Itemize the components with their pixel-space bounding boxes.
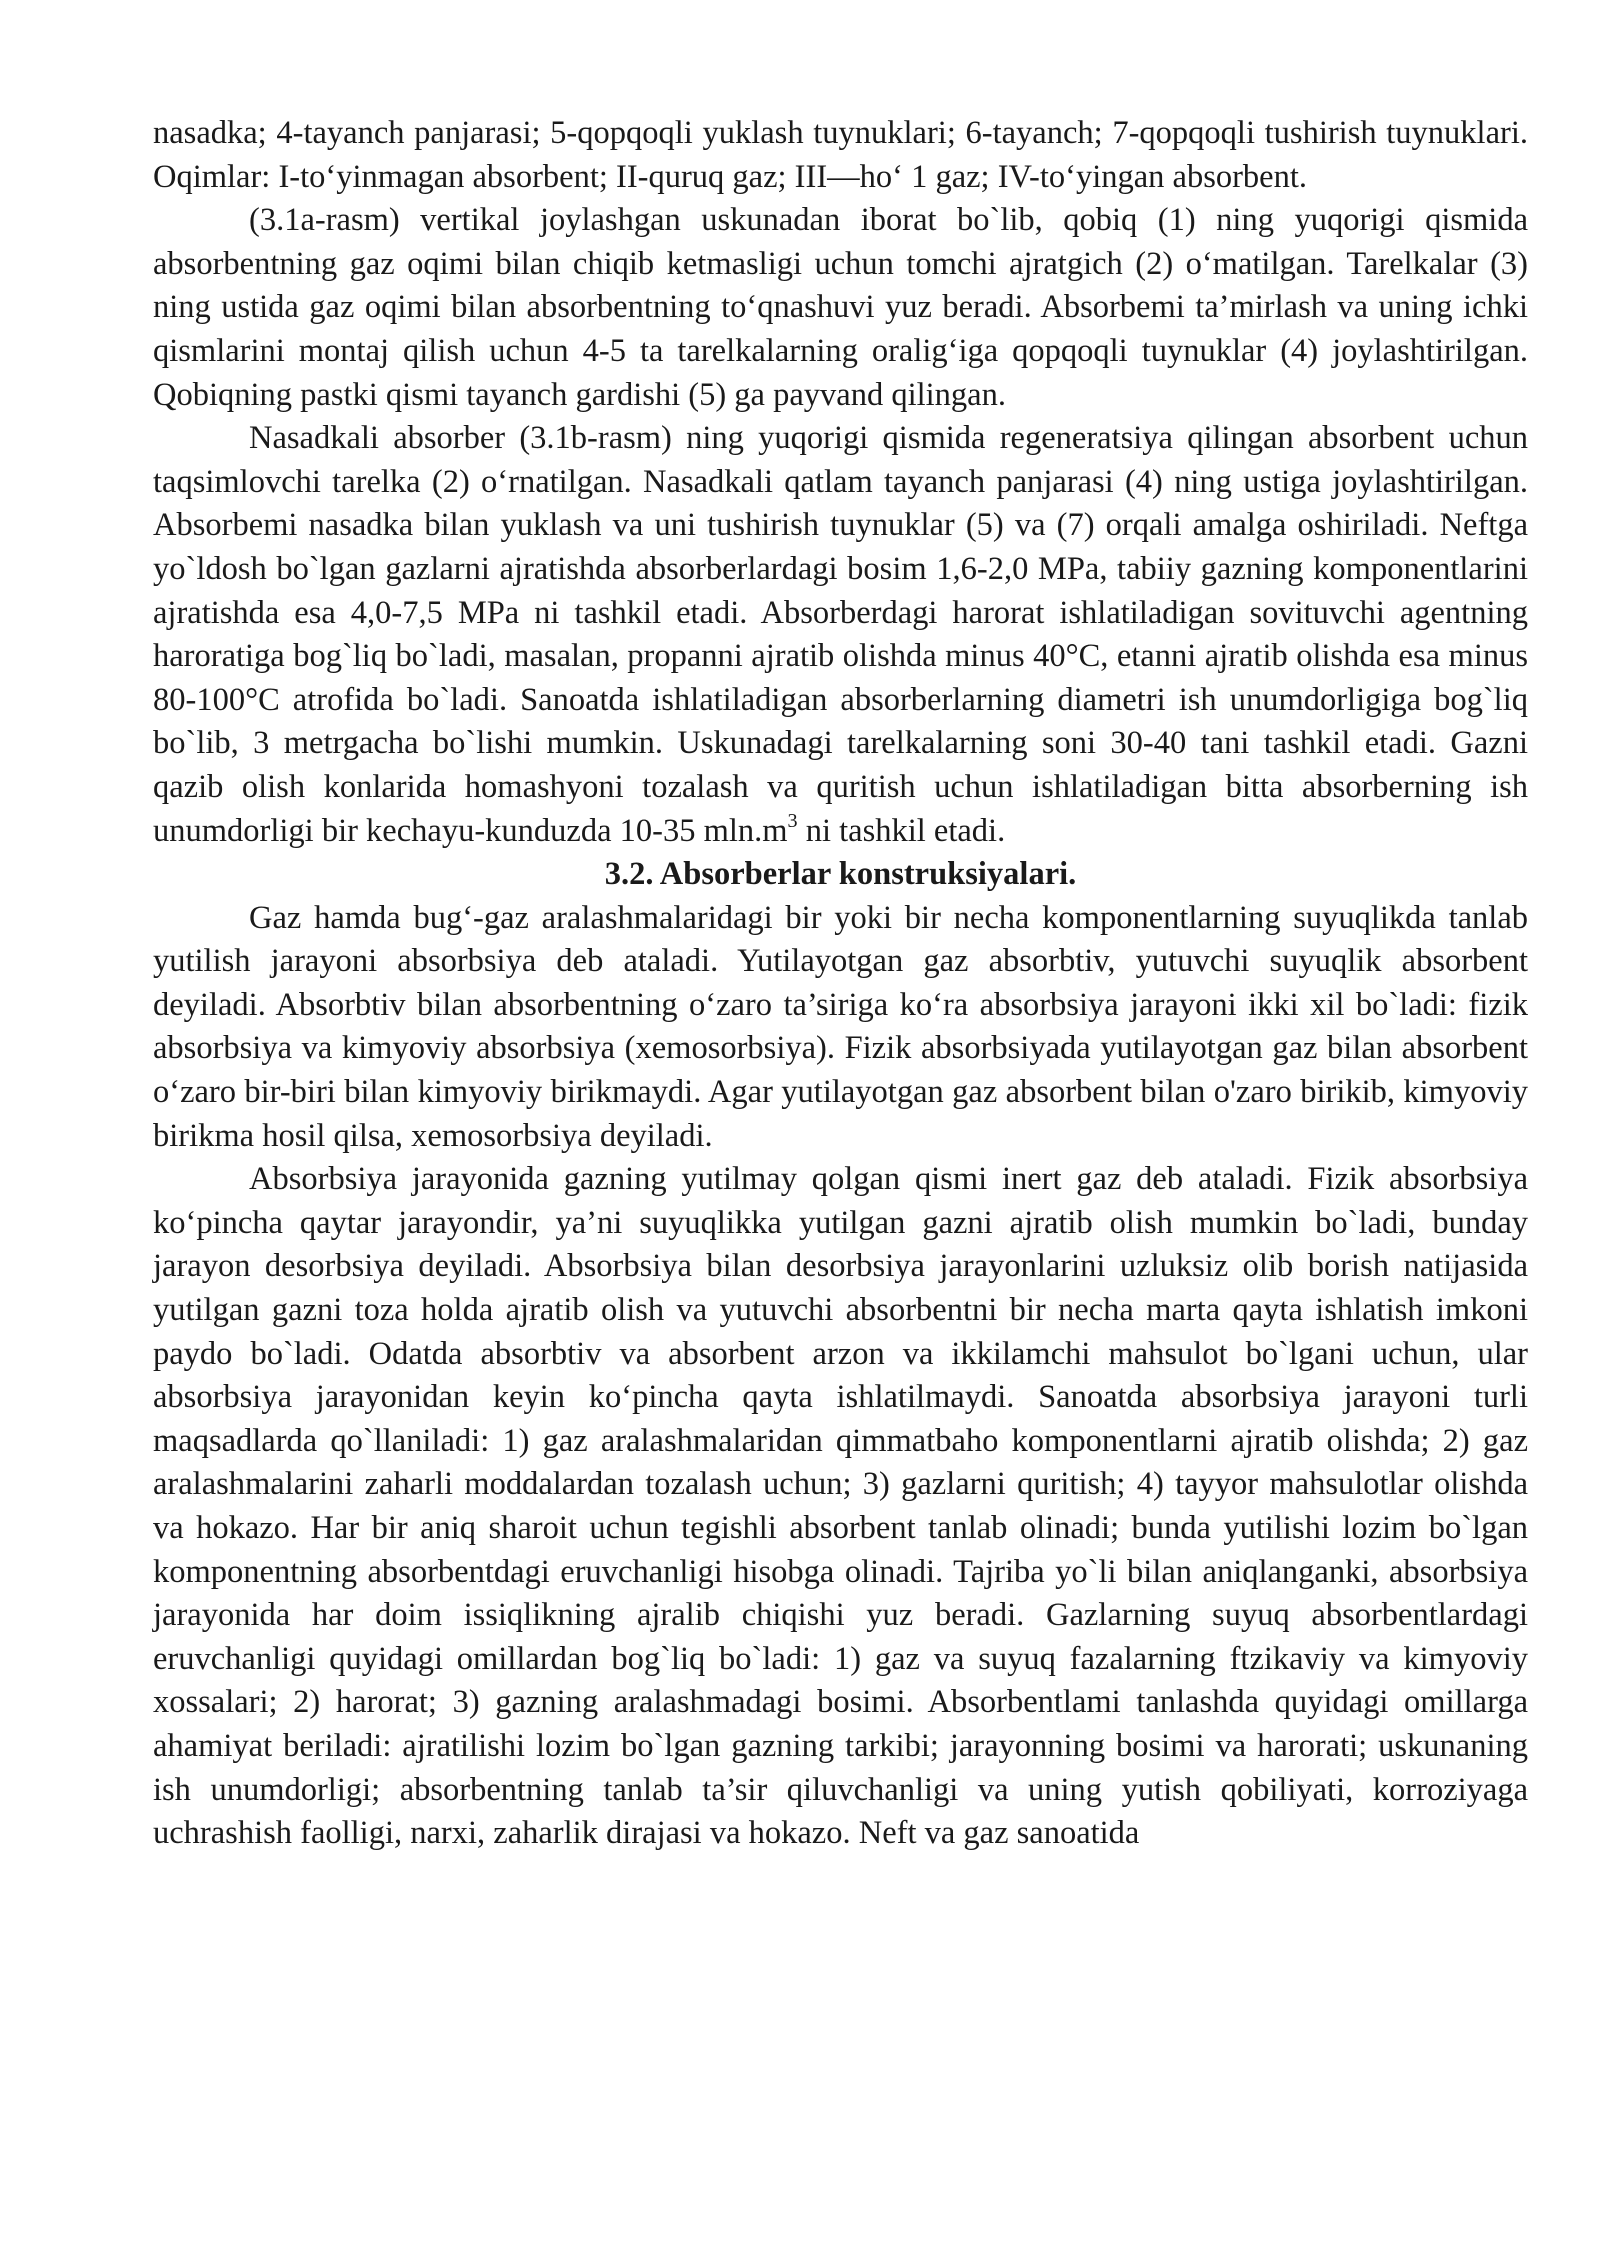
paragraph-inert-gas: Absorbsiya jarayonida gazning yutilmay qolgan qismi inert gaz deb ataladi. Fizik absorbsiya ko‘pincha qaytar jarayondir, ya’ni suyuqlikka yutilgan gazni ajratib olish mumkin bo`ladi, bunday jarayon desorbsiya deyiladi. Absorbsiya bilan desorbsiya jarayonlarini uzluksiz olib borish natijasida yutilgan gazni toza holda ajratib olish va yutuvchi absorbentni bir necha marta qayta ishlatish imkoni paydo bo`ladi. Odatda absorbtiv va absorbent arzon va ikkilamchi mahsulot bo`lgani uchun, ular absorbsiya jarayonidan keyin ko‘pincha qayta ishlatilmaydi. Sanoatda absorbsiya jarayoni turli maqsadlarda qo`llaniladi: 1) gaz aralashmalaridan qimmatbaho komponentlarni ajratib olishda; 2) gaz aralashmalarini zaharli moddalardan tozalash uchun; 3) gazlarni quritish; 4) tayyor mahsulotlar olishda va hokazo. Har bir aniq sharoit uchun tegishli absorbent tanlab olinadi; bunda yutilishi lozim bo`lgan komponentning absorbentdagi eruvchanligi hisobga olinadi. Tajriba yo`li bilan aniqlanganki, absorbsiya jarayonida har doim issiqlikning ajralib chiqishi yuz beradi. Gazlarning suyuq absorbentlardagi eruvchanligi quyidagi omillardan bog`liq bo`ladi: 1) gaz va suyuq fazalarning ftzikaviy va kimyoviy xossalari; 2) harorat; 3) gazning aralashmadagi bosimi. Absorbentlami tanlashda quyidagi omillarga ahamiyat beriladi: ajratilishi lozim bo`lgan gazning tarkibi; jarayonning bosimi va harorati; uskunaning ish unumdorligi; absorbentning tanlab ta’sir qiluvchanligi va uning yutish qobiliyati, korroziyaga uchrashish faolligi, narxi, zaharlik dirajasi va hokazo. Neft va gaz sanoatida xyxy=(153,1161,1528,1852)
paragraph-absorption-definition: Gaz hamda bug‘-gaz aralashmalaridagi bir yoki bir necha komponentlarning suyuqlikda tanlab yutilish jarayoni absorbsiya deb ataladi. Yutilayotgan gaz absorbtiv, yutuvchi suyuqlik absorbent deyiladi. Absorbtiv bilan absorbentning o‘zaro ta’siriga ko‘ra absorbsiya jarayoni ikki xil bo`ladi: fizik absorbsiya va kimyoviy absorbsiya (xemosorbsiya). Fizik absorbsiyada yutilayotgan gaz bilan absorbent o‘zaro bir-biri bilan kimyoviy birikmaydi. Agar yutilayotgan gaz absorbent bilan o'zaro birikib, kimyoviy birikma hosil qilsa, xemosorbsiya deyiladi. xyxy=(153,899,1528,1154)
paragraph-plate-absorber: (3.1a-rasm) vertikal joylashgan uskunadan iborat bo`lib, qobiq (1) ning yuqorigi qismida absorbentning gaz oqimi bilan chiqib ketmasligi uchun tomchi ajratgich (2) o‘matilgan. Tarelkalar (3) ning ustida gaz oqimi bilan absorbentning to‘qnashuvi yuz beradi. Absorbemi ta’mirlash va uning ichki qismlarini montaj qilish uchun 4-5 ta tarelkalarning oralig‘iga qopqoqli tuynuklar (4) joylashtirilgan. Qobiqning pastki qismi tayanch gardishi (5) ga payvand qilingan. xyxy=(153,202,1528,413)
paragraph-packed-absorber-text: Nasadkali absorber (3.1b-rasm) ning yuqorigi qismida regeneratsiya qilingan absorbent uchun taqsimlovchi tarelka (2) o‘rnatilgan. Nasadkali qatlam tayanch panjarasi (4) ning ustiga joylashtirilgan. Absorbemi nasadka bilan yuklash va uni tushirish tuynuklar (5) va (7) orqali amalga oshiriladi. Neftga yo`ldosh bo`lgan gazlarni ajratishda absorberlardagi bosim 1,6-2,0 MPa, tabiiy gazning komponentlarini ajratishda esa 4,0-7,5 MPa ni tashkil etadi. Absorberdagi harorat ishlatiladigan sovituvchi agentning haroratiga bog`liq bo`ladi, masalan, propanni ajratib olishda minus 40°C, etanni ajratib olishda esa minus 80-100°C atrofida bo`ladi. Sanoatda ishlatiladigan absorberlarning diametri ish unumdorligiga bog`liq bo`lib, 3 metrgacha bo`lishi mumkin. Uskunadagi tarelkalarning soni 30-40 tani tashkil etadi. Gazni qazib olish konlarida homashyoni tozalash va quritish uchun ishlatiladigan bitta absorberning ish unumdorligi bir kechayu-kunduzda 10-35 mln.m xyxy=(153,420,1528,849)
section-heading: 3.2. Absorberlar konstruksiyalari. xyxy=(604,856,1077,893)
paragraph-packed-absorber xyxy=(153,417,1528,853)
superscript-cubic: 3 xyxy=(787,809,798,832)
paragraph-figure-legend: nasadka; 4-tayanch panjarasi; 5-qopqoqli yuklash tuynuklari; 6-tayanch; 7-qopqoqli tushirish tuynuklari. Oqimlar: I-to‘yinmagan absorbent; II-quruq gaz; III—ho‘ 1 gaz; IV-to‘yingan absorbent. xyxy=(153,115,1528,195)
paragraph-packed-absorber-tail: ni tashkil etadi. xyxy=(797,812,1006,849)
document-page xyxy=(153,112,1528,1856)
